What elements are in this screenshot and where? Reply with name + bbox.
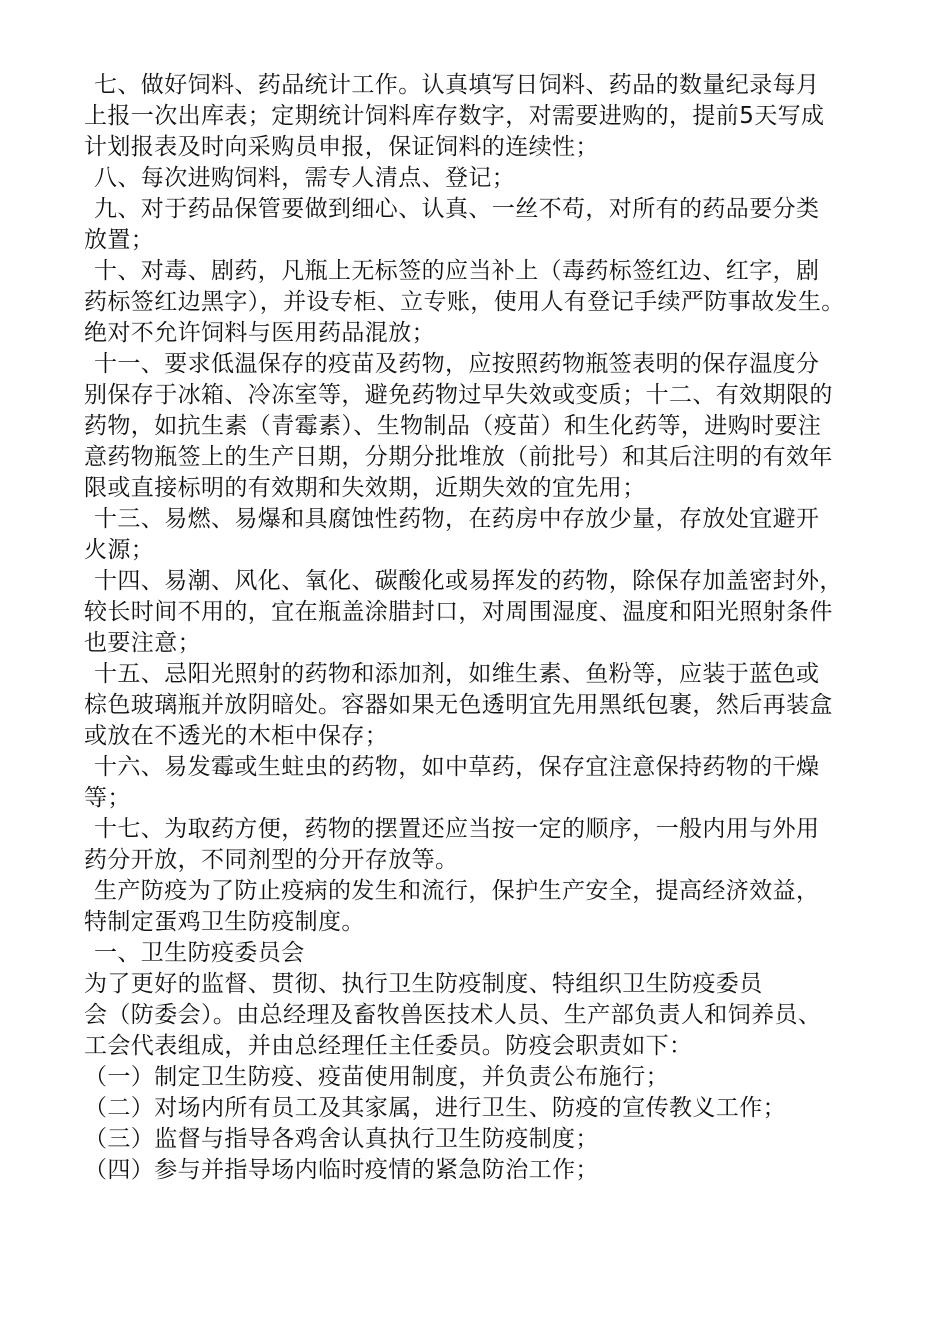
paragraph-line: 十七、为取药方便，药物的摆置还应当按一定的顺序，一般内用与外用 [94,816,820,842]
paragraph-line: 十三、易燃、易爆和具腐蚀性药物，在药房中存放少量，存放处宜避开 [94,506,820,532]
paragraph-line: 十六、易发霉或生蛀虫的药物，如中草药，保存宜注意保持药物的干燥 [94,754,820,780]
paragraph-line: 八、每次进购饲料，需专人清点、登记； [94,165,516,191]
paragraph-line: 十五、忌阳光照射的药物和添加剂，如维生素、鱼粉等，应装于蓝色或 [94,661,820,687]
list-item: （三）监督与指导各鸡舍认真执行卫生防疫制度； [84,1126,599,1152]
paragraph-line: 限或直接标明的有效期和失效期，近期失效的宜先用； [84,475,646,501]
paragraph-line: 放置； [84,227,155,253]
paragraph-line: 药标签红边黑字），并设专柜、立专账，使用人有登记手续严防事故发生。 [84,289,845,315]
paragraph-line: 会（防委会）。由总经理及畜牧兽医技术人员、生产部负责人和饲养员、 [84,1002,822,1028]
paragraph-line: 药分开放，不同剂型的分开存放等。 [84,847,459,873]
paragraph-line: 九、对于药品保管要做到细心、认真、一丝不苟，对所有的药品要分类 [94,196,820,222]
paragraph-line: 七、做好饲料、药品统计工作。认真填写日饲料、药品的数量纪录每月 [94,72,820,98]
paragraph-line: 上报一次出库表；定期统计饲料库存数字，对需要进购的，提前5天写成 [84,103,825,129]
paragraph-line: 别保存于冰箱、冷冻室等，避免药物过早失效或变质；十二、有效期限的 [84,382,833,408]
list-item: （二）对场内所有员工及其家属，进行卫生、防疫的宣传教义工作； [84,1095,786,1121]
list-item: （一）制定卫生防疫、疫苗使用制度，并负责公布施行； [84,1064,669,1090]
paragraph-line: 计划报表及时向采购员申报，保证饲料的连续性； [84,134,599,160]
paragraph-line: 特制定蛋鸡卫生防疫制度。 [84,909,365,935]
paragraph-line: 等； [84,785,131,811]
paragraph-line: 棕色玻璃瓶并放阴暗处。容器如果无色透明宜先用黑纸包裹，然后再装盒 [84,692,833,718]
document-body [84,70,904,1186]
paragraph-line: 十、对毒、剧药，凡瓶上无标签的应当补上（毒药标签红边、红字，剧 [94,258,820,284]
paragraph-line: 工会代表组成，并由总经理任主任委员。防疫会职责如下： [84,1033,693,1059]
paragraph-line: 也要注意； [84,630,201,656]
paragraph-line: 较长时间不用的，宜在瓶盖涂腊封口，对周围湿度、温度和阳光照射条件 [84,599,833,625]
section-heading: 一、卫生防疫委员会 [94,940,305,966]
paragraph-line: 意药物瓶签上的生产日期，分期分批堆放（前批号）和其后注明的有效年 [84,444,833,470]
paragraph-line: 生产防疫为了防止疫病的发生和流行，保护生产安全，提高经济效益， [94,878,820,904]
paragraph-line: 为了更好的监督、贯彻、执行卫生防疫制度、特组织卫生防疫委员 [84,971,763,997]
paragraph-line: 火源； [84,537,155,563]
paragraph-line: 十一、要求低温保存的疫苗及药物，应按照药物瓶签表明的保存温度分 [94,351,820,377]
paragraph-line: 十四、易潮、风化、氧化、碳酸化或易挥发的药物，除保存加盖密封外， [94,568,843,594]
paragraph-line: 绝对不允许饲料与医用药品混放； [84,320,435,346]
paragraph-line: 或放在不透光的木柜中保存； [84,723,389,749]
paragraph-line: 药物，如抗生素（青霉素）、生物制品（疫苗）和生化药等，进购时要注 [84,413,822,439]
list-item: （四）参与并指导场内临时疫情的紧急防治工作； [84,1157,599,1183]
